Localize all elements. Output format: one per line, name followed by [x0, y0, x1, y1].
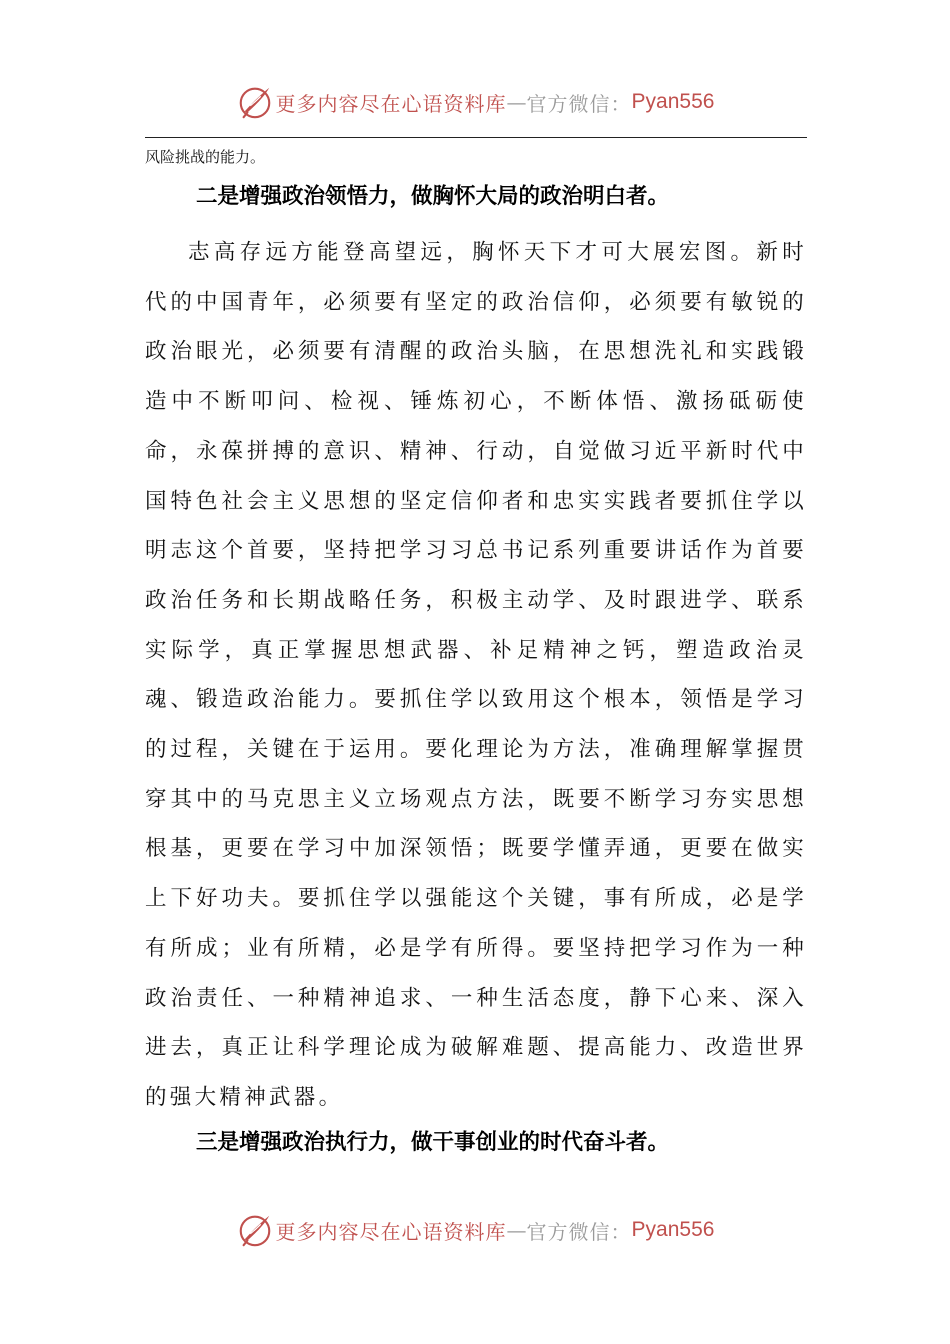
site-name-text: 更多内容尽在心语资料库: [275, 91, 507, 116]
section-heading-3: 三是增强政治执行力，做干事创业的时代奋斗者。: [196, 1130, 670, 1155]
body-paragraph: 志高存远方能登高望远，胸怀天下才可大展宏图。新时代的中国青年，必须要有坚定的政治信仰，必须要有敏锐的政治眼光，必须要有清醒的政治头脑，在思想洗礼和实践锻造中不断叩问、检视、锤炼初心，不断体悟、激扬砥砺使命，永葆拼搏的意识、精神、行动，自觉做习近平新时代中国特色社会主义思想的坚定信仰者和忠实实践者要抓住学以明志这个首要，坚持把学习习总书记系列重要讲话作为首要政治任务和长期战略任务，积极主动学、及时跟进学、联系实际学，真正掌握思想武器、补足精神之钙，塑造政治灵魂、锻造政治能力。要抓住学以致用这个根本，领悟是学习的过程，关键在于运用。要化理论为方法，准确理解掌握贯穿其中的马克思主义立场观点方法，既要不断学习夯实思想根基，更要在学习中加深领悟；既要学懂弄通，更要在做实上下好功夫。要抓住学以强能这个关键，事有所成，必是学有所成；业有所精，必是学有所得。要坚持把学习作为一种政治责任、一种精神追求、一种生活态度，静下心来、深入进去，真正让科学理论成为破解难题、提高能力、改造世界的强大精神武器。: [145, 240, 807, 1110]
wechat-label: 官方微信：: [526, 91, 632, 116]
site-name-text: 更多内容尽在心语资料库: [275, 1219, 507, 1244]
wechat-label: 官方微信：: [526, 1219, 632, 1244]
footer-banner: [0, 1208, 950, 1252]
continued-text-fragment: 风险挑战的能力。: [145, 148, 266, 166]
quill-pen-icon: [236, 83, 274, 121]
header-divider: [145, 137, 807, 138]
wechat-id: Pyan556: [631, 1218, 715, 1241]
banner-dash: —: [506, 1218, 527, 1242]
section-heading-2: 二是增强政治领悟力，做胸怀大局的政治明白者。: [196, 184, 670, 209]
header-banner: [0, 80, 950, 124]
banner-dash: —: [506, 90, 527, 114]
quill-pen-icon: [236, 1211, 274, 1249]
wechat-id: Pyan556: [631, 90, 715, 113]
